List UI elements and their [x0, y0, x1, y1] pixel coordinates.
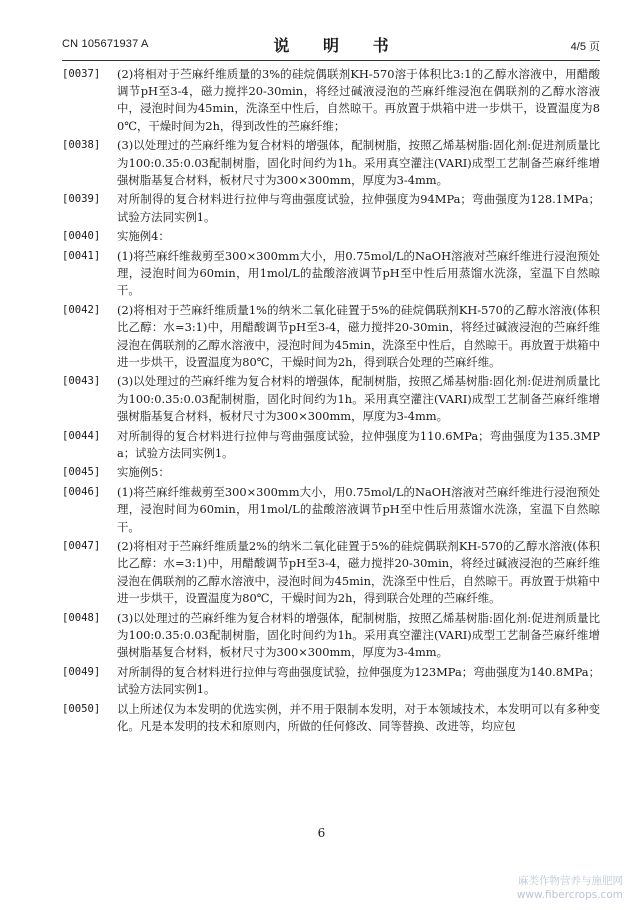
paragraph-text: (3)以处理过的苎麻纤维为复合材料的增强体，配制树脂，按照乙烯基树脂:固化剂:促进剂质量比为100:0.35:0.03配制树脂，固化时间约为1h。采用真空灌注(VARI)成型工艺制备苎麻纤维增强树脂基复合材料，板材尺寸为300×300mm，厚度为3-4mm。	[117, 138, 600, 187]
paragraph-number: [0040]	[62, 230, 101, 243]
watermark-site-name: 麻类作物营养与施肥网	[518, 875, 623, 887]
paragraph	[62, 373, 600, 425]
page-indicator: 4/5 页	[570, 41, 600, 53]
site-watermark	[517, 874, 623, 902]
paragraph-text: (1)将苎麻纤维裁剪至300×300mm大小，用0.75mol/L的NaOH溶液对苎麻纤维进行浸泡预处理，浸泡时间为60min，用1mol/L的盐酸溶液调节pH至中性后用蒸馏水洗涤，室温下自然晾干。	[117, 249, 600, 298]
paragraph-text: 对所制得的复合材料进行拉伸与弯曲强度试验，拉伸强度为94MPa；弯曲强度为128.1MPa；试验方法同实例1。	[117, 192, 600, 224]
paragraph-text: 以上所述仅为本发明的优选实例，并不用于限制本发明，对于本领域技术，本发明可以有多种变化。凡是本发明的技术和原则内，所做的任何修改、同等替换、改进等，均应包	[117, 701, 600, 733]
paragraph-text: (3)以处理过的苎麻纤维为复合材料的增强体，配制树脂，按照乙烯基树脂:固化剂:促进剂质量比为100:0.35:0.03配制树脂，固化时间约为1h。采用真空灌注(VARI)成型工艺制备苎麻纤维增强树脂基复合材料，板材尺寸为300×300mm，厚度为3-4mm。	[117, 610, 600, 659]
paragraph-text: (1)将苎麻纤维裁剪至300×300mm大小，用0.75mol/L的NaOH溶液对苎麻纤维进行浸泡预处理，浸泡时间为60min，用1mol/L的盐酸溶液调节pH至中性后用蒸馏水洗涤，室温下自然晾干。	[117, 485, 600, 534]
paragraph	[62, 610, 600, 662]
paragraph	[62, 137, 600, 189]
paragraph-number: [0045]	[62, 466, 101, 479]
paragraph-text: 对所制得的复合材料进行拉伸与弯曲强度试验，拉伸强度为123MPa；弯曲强度为140.8MPa；试验方法同实例1。	[117, 664, 600, 696]
paragraph-number: [0044]	[62, 429, 101, 442]
paragraph	[62, 428, 600, 462]
paragraph-text: (3)以处理过的苎麻纤维为复合材料的增强体，配制树脂，按照乙烯基树脂:固化剂:促进剂质量比为100:0.35:0.03配制树脂，固化时间约为1h。采用真空灌注(VARI)成型工艺制备苎麻纤维增强树脂基复合材料，板材尺寸为300×300mm，厚度为3-4mm。	[117, 374, 600, 423]
paragraph-number: [0047]	[62, 540, 101, 553]
paragraph	[62, 191, 600, 225]
paragraph	[62, 228, 600, 245]
paragraph-number: [0050]	[62, 702, 101, 715]
header-divider	[62, 60, 600, 61]
watermark-site-url: www.fibercrops.com	[516, 889, 623, 901]
paragraph-number: [0048]	[62, 611, 101, 624]
paragraph-number: [0041]	[62, 250, 101, 263]
paragraph	[62, 484, 600, 536]
document-body	[62, 66, 600, 738]
paragraph	[62, 538, 600, 607]
paragraph-number: [0037]	[62, 68, 101, 80]
paragraph	[62, 464, 600, 481]
paragraph-number: [0049]	[62, 665, 101, 678]
paragraph-text: 实施例5：	[117, 465, 170, 480]
paragraph-text: (2)将相对于苎麻纤维质量2%的纳米二氧化硅置于5%的硅烷偶联剂KH-570的乙醇水溶液(体积比乙醇：水=3:1)中，用醋酸调节pH至3-4，磁力搅拌20-30min，将经过碱液浸泡的苎麻纤维浸泡在偶联剂的乙醇水溶液中，浸泡时间为45min，洗涤至中性后，自然晾干。再放置于烘箱中进一步烘干，设置温度为80℃，干燥时间为2h，得到联合处理的苎麻纤维。	[117, 539, 600, 605]
paragraph-text: (2)将相对于苎麻纤维质量1%的纳米二氧化硅置于5%的硅烷偶联剂KH-570的乙醇水溶液(体积比乙醇：水=3:1)中，用醋酸调节pH至3-4，磁力搅拌20-30min，将经过碱液浸泡的苎麻纤维浸泡在偶联剂的乙醇水溶液中，浸泡时间为45min，洗涤至中性后，自然晾干。再放置于烘箱中进一步烘干，设置温度为80℃，干燥时间为2h，得到联合处理的苎麻纤维。	[117, 303, 600, 369]
paragraph-text: 实施例4：	[117, 229, 170, 244]
paragraph-number: [0043]	[62, 375, 101, 388]
paragraph	[62, 248, 600, 300]
paragraph	[62, 66, 600, 135]
paragraph	[62, 302, 600, 371]
paragraph-number: [0039]	[62, 193, 101, 206]
paragraph	[62, 664, 600, 698]
page-number: 6	[317, 826, 326, 840]
page-header	[62, 34, 600, 56]
paragraph	[62, 701, 600, 735]
paragraph-number: [0038]	[62, 139, 101, 152]
patent-number: CN 105671937 A	[62, 38, 149, 50]
paragraph-text: (2)将相对于苎麻纤维质量的3%的硅烷偶联剂KH-570溶于体积比3:1的乙醇水溶液中，用醋酸调节pH至3-4，磁力搅拌20-30min，将经过碱液浸泡的苎麻纤维浸泡在偶联剂的乙醇水溶液中，浸泡时间为45min，洗涤至中性后，自然晾干。再放置于烘箱中进一步烘干，设置温度为80℃，干燥时间为2h，得到改性的苎麻纤维；	[117, 67, 600, 133]
document-title: 说 明 书	[273, 36, 403, 55]
paragraph-number: [0046]	[62, 486, 101, 499]
paragraph-text: 对所制得的复合材料进行拉伸与弯曲强度试验，拉伸强度为110.6MPa；弯曲强度为135.3MPa；试验方法同实例1。	[117, 428, 600, 460]
paragraph-number: [0042]	[62, 304, 101, 317]
